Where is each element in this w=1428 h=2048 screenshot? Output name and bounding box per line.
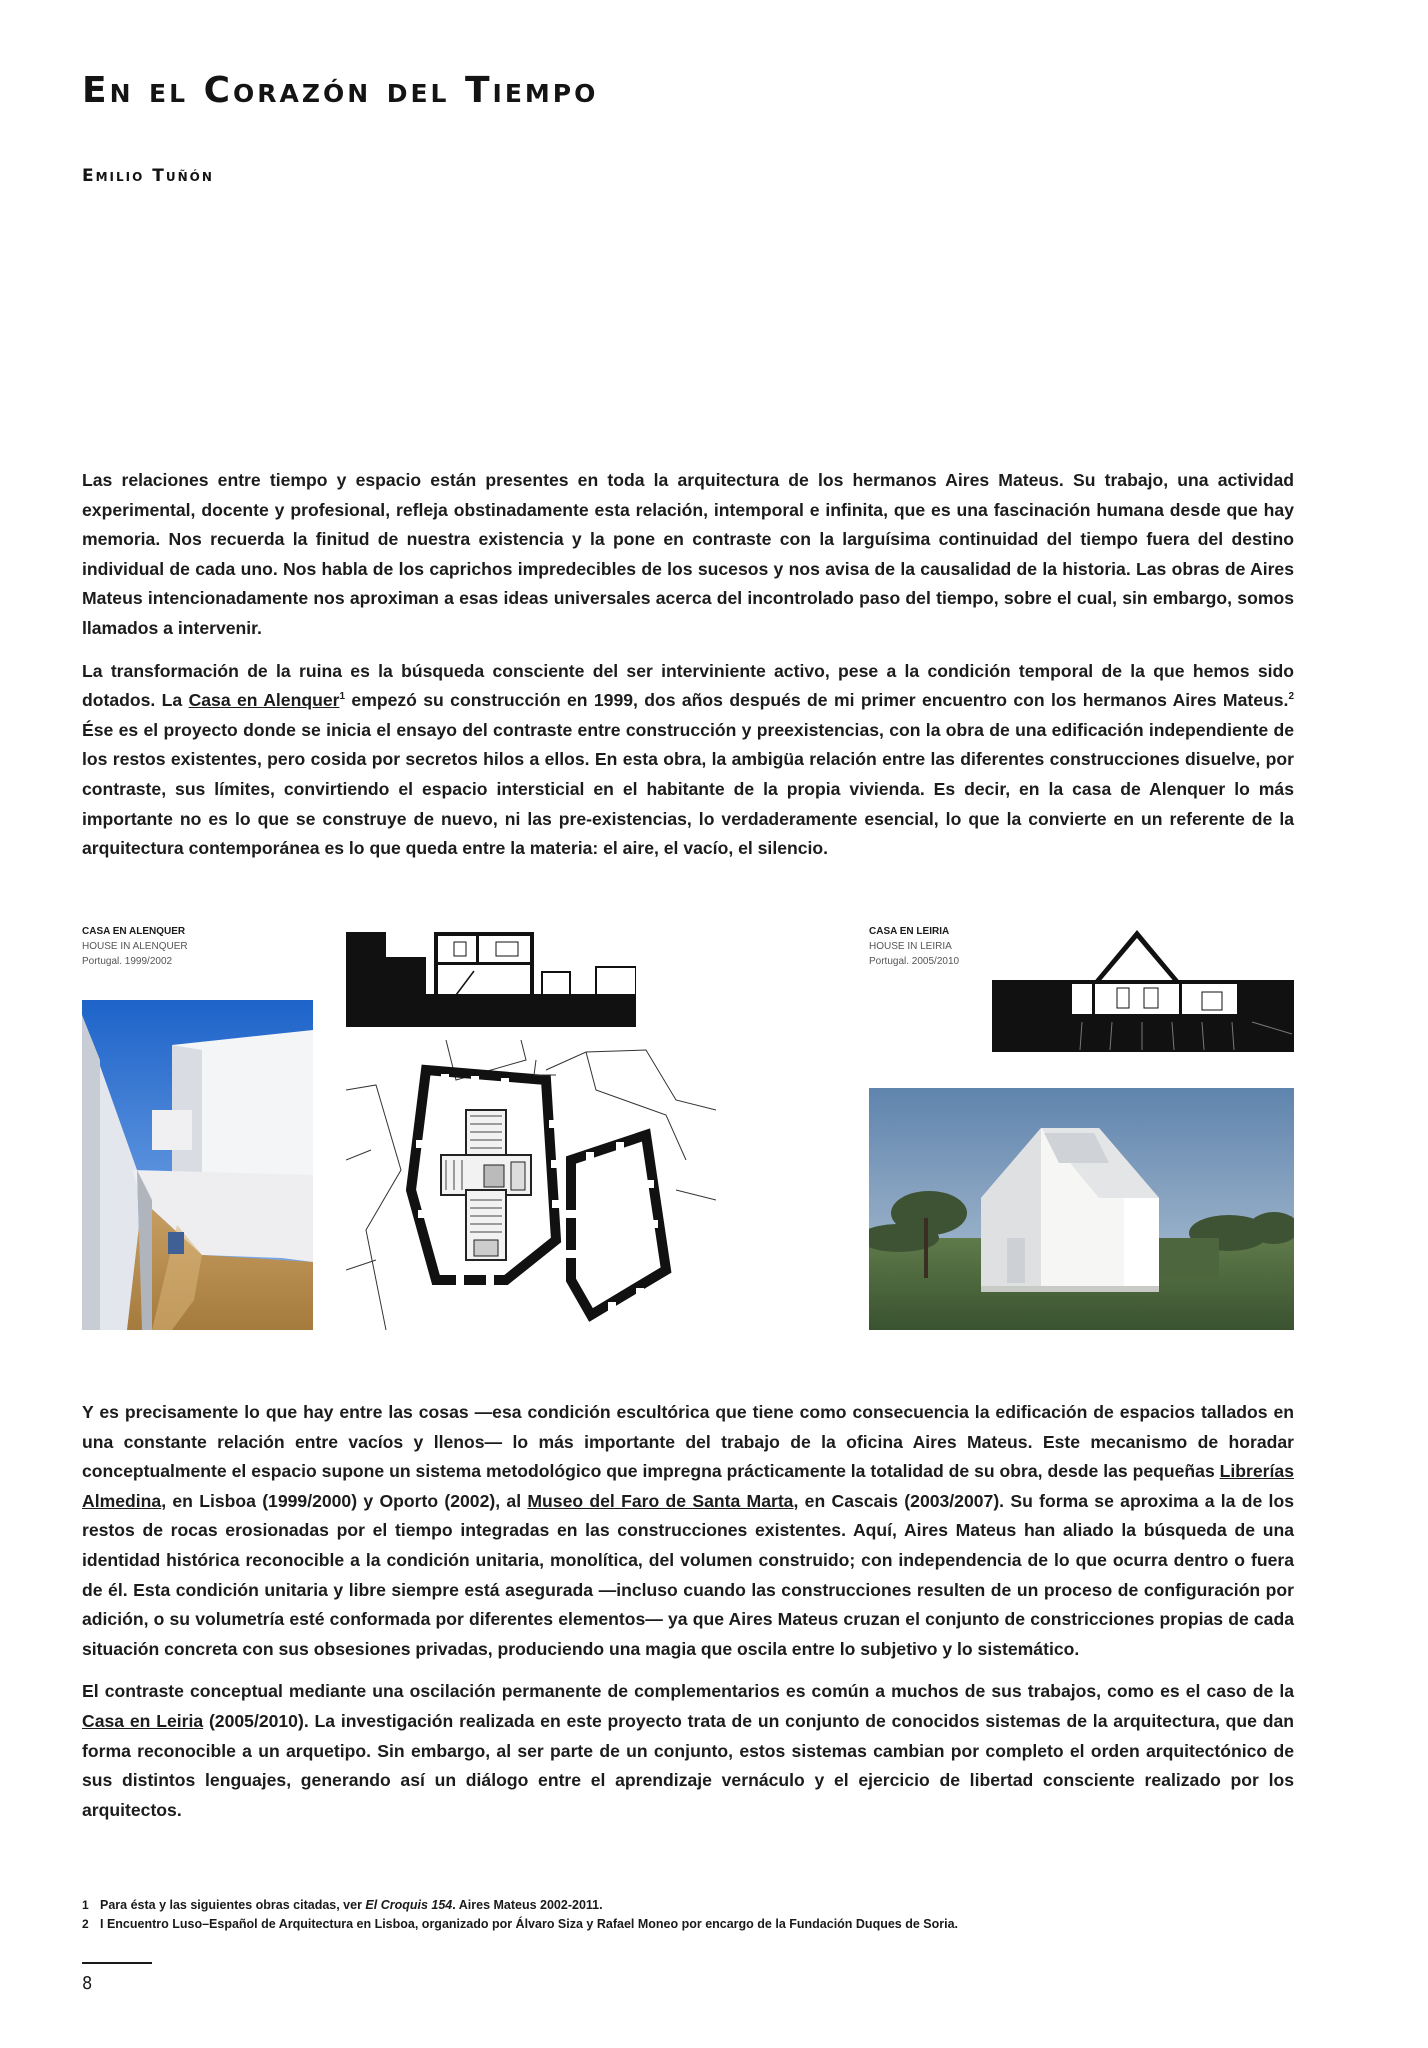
paragraph-1: Las relaciones entre tiempo y espacio están presentes en toda la arquitectura de los hermanos Aires Mateus. Su trabajo, una actividad experimental, docente y profesional, refleja obstinadamente esta relación, intemporal e infinita, que es una fascinación humana desde que hay memoria. Nos recuerda la finitud de nuestra existencia y la pone en contraste con la larguísima continuidad del tiempo fuera del destino individual de cada uno. Nos habla de los caprichos impredecibles de los sucesos y nos avisa de la causalidad de la historia. Las obras de Aires Mateus intencionadamente nos aproximan a esas ideas universales acerca del incontrolado paso del tiempo, sobre el cual, sin embargo, somos llamados a intervenir.	[82, 470, 1294, 638]
body-text-top	[82, 466, 1294, 864]
photo-casa-alenquer	[82, 1000, 313, 1330]
author-name: Emilio Tuñón	[82, 166, 214, 186]
caption-leiria: CASA EN LEIRIA HOUSE IN LEIRIA Portugal. 2005/2010	[869, 926, 960, 967]
body-text-bottom	[82, 1398, 1294, 1825]
section-drawing-alenquer	[346, 922, 636, 1027]
section-drawing-leiria	[992, 922, 1294, 1052]
paragraph-2: La transformación de la ruina es la búsqueda consciente del ser interviniente activo, pese a la condición temporal de la que hemos sido dotados. La Casa en Alenquer$^1$ empezó su construcción en 1999, dos años después de mi primer encuentro con los hermanos Aires Mateus.$^2$ Ése es el proyecto donde se inicia el ensayo del contraste entre construcción y preexistencias, con la obra de una edificación independiente de los restos existentes, pero cosida por secretos hilos a ellos. En esta obra, la ambigüa relación entre las diferentes construcciones disuelve, por contraste, sus límites, convirtiendo el espacio intersticial en el habitante de la propia vivienda. Es decir, en la casa de Alenquer lo más importante no es lo que se construye de nuevo, ni las pre-existencias, lo verdaderamente esencial, lo que la convierte en un referente de la arquitectura contemporánea es lo que queda entre la materia: el aire, el vacío, el silencio.	[82, 660, 1295, 859]
article-title: En el Corazón del Tiempo	[82, 70, 599, 111]
link-casa-en-alenquer[interactable]: Casa en Alenquer	[188, 690, 340, 711]
page-number: 8	[82, 1973, 93, 1994]
paragraph-3: Y es precisamente lo que hay entre las cosas —esa condición escultórica que tiene como consecuencia la edificación de espacios tallados en una constante relación entre vacíos y llenos— lo más importante del trabajo de la oficina Aires Mateus. Este mecanismo de horadar conceptualmente el espacio supone un sistema metodológico que impregna prácticamente la totalidad de su obra, desde las pequeñas Librerías Almedina, en Lisboa (1999/2000) y Oporto (2002), al Museo del Faro de Santa Marta, en Cascais (2003/2007). Su forma se aproxima a la de los restos de rocas erosionadas por el tiempo integradas en las construcciones existentes. Aquí, Aires Mateus han aliado la búsqueda de una identidad histórica reconocible a la condición unitaria, monolítica, del volumen construido; con independencia de lo que ocurra dentro o fuera de él. Esta condición unitaria y libre siempre está asegurada —incluso cuando las construcciones resulten de un proceso de configuración por adición, o su volumetría esté conformada por diferentes elementos— ya que Aires Mateus cruzan el conjunto de constricciones propias de cada situación concreta con sus obsesiones privadas, produciendo una magia que oscila entre lo subjetivo y lo sistemático.	[82, 1402, 1294, 1659]
footnote-ref-2[interactable]: 2	[1288, 691, 1295, 703]
link-casa-en-leiria[interactable]: Casa en Leiria	[82, 1710, 204, 1731]
footer-rule	[82, 1962, 152, 1964]
footnotes	[82, 1896, 1294, 1934]
footnote-1: 1 Para ésta y las siguientes obras citadas, ver El Croquis 154. Aires Mateus 2002-2011.	[82, 1898, 603, 1912]
paragraph-4: El contraste conceptual mediante una oscilación permanente de complementarios es común a muchos de sus trabajos, como es el caso de la Casa en Leiria (2005/2010). La investigación realizada en este proyecto trata de un conjunto de conocidos sistemas de la arquitectura, que dan forma reconocible a un arquetipo. Sin embargo, al ser parte de un conjunto, estos sistemas cambian por completo el orden arquitectónico de sus distintos lenguajes, generando así un diálogo entre el aprendizaje vernáculo y el ejercicio de libertad consciente realizado por los arquitectos.	[82, 1681, 1295, 1820]
photo-casa-leiria	[869, 1088, 1294, 1330]
footnote-2: 2 I Encuentro Luso–Español de Arquitectura en Lisboa, organizado por Álvaro Siza y Rafael Moneo por encargo de la Fundación Duques de Soria.	[82, 1917, 959, 1931]
footnote-ref-1[interactable]: 1	[339, 691, 346, 703]
caption-alenquer: CASA EN ALENQUER HOUSE IN ALENQUER Portugal. 1999/2002	[82, 926, 188, 967]
link-museo-faro-santa-marta[interactable]: Museo del Faro de Santa Marta	[527, 1490, 794, 1511]
link-librerias-almedina[interactable]: Librerías Almedina	[82, 1461, 1294, 1511]
plan-drawing-alenquer	[346, 1040, 716, 1330]
